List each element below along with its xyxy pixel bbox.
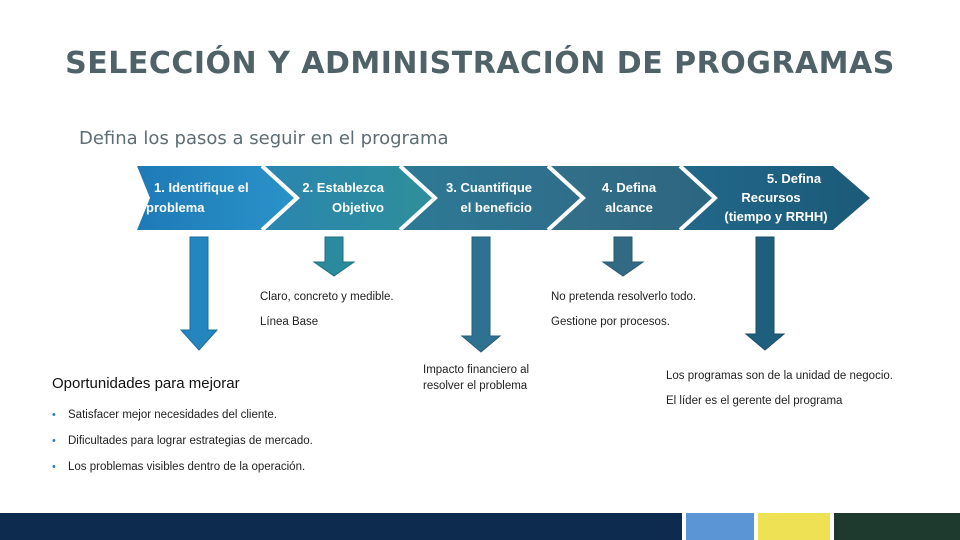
arrow-down-step3 [462,237,500,352]
arrow-down-step1 [181,237,217,350]
opportunities-list [52,408,313,486]
footer-bar-yellow [758,513,830,540]
step-3-label: 3. Cuantifique el beneficio [446,180,532,215]
arrow-down-step5 [746,237,784,350]
bullet-icon: • [52,435,56,447]
note-step3: Impacto financiero al resolver el problema [423,364,530,392]
footer-bar-navy [0,513,682,540]
footer-bar-blue [686,513,754,540]
step-4-label: 4. Defina alcance [601,180,657,215]
list-item: • Satisfacer mejor necesidades del cliente. [52,409,278,421]
step-2-label: 2. Establezca Objetivo [302,180,384,215]
note-step2: Claro, concreto y medible. Línea Base [260,291,394,328]
arrow-down-step2 [314,237,354,276]
footer-bar-green [834,513,960,540]
arrow-down-step4 [603,237,643,276]
slide-title: SELECCIÓN Y ADMINISTRACIÓN DE PROGRAMAS [65,46,895,81]
note-step5: Los programas son de la unidad de negocio. El líder es el gerente del programa [666,370,893,407]
step-5-label: 5. Defina Recursos (tiempo y RRHH) [724,171,828,224]
note-step4: No pretenda resolverlo todo. Gestione por procesos. [551,291,697,328]
bullet-icon: • [52,409,56,421]
list-item: • Dificultades para lograr estrategias de mercado. [52,435,313,447]
opportunities-heading: Oportunidades para mejorar [52,375,240,392]
step-1-label: 1. Identifique el problema [146,180,249,215]
bullet-icon: • [52,461,56,473]
slide-subtitle: Defina los pasos a seguir en el programa [79,128,449,149]
list-item: • Los problemas visibles dentro de la operación. [52,461,306,473]
